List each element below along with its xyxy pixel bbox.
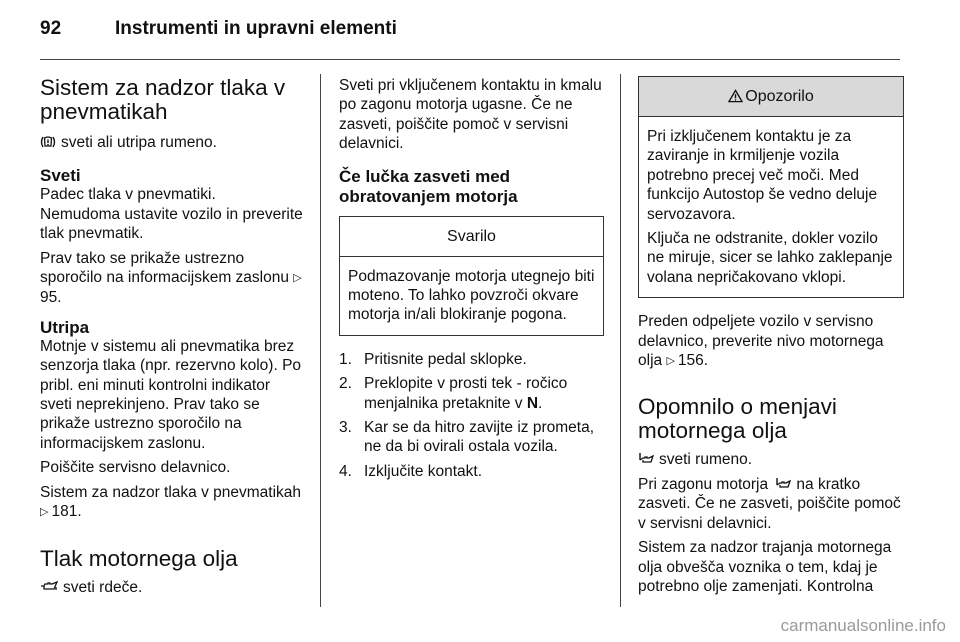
step-text: Preklopite v prosti tek - ročico menjalnika pretaknite v <box>364 375 568 412</box>
sveti-p2-text: Prav tako se prikaže ustrezno sporočilo na informacijskem zaslonu <box>40 249 289 287</box>
oil-change-icon <box>775 477 791 491</box>
warning-body <box>639 117 903 297</box>
warning-box <box>638 76 904 298</box>
utripa-p3-text: Sistem za nadzor tlaka v pnevmatikah <box>40 483 302 501</box>
col3-p1-text: Preden odpeljete vozilo v servisno delavnico, preverite nivo motornega olja <box>638 313 884 370</box>
list-item <box>339 418 604 457</box>
column-divider-1 <box>320 74 321 607</box>
col3-p1 <box>638 312 904 371</box>
watermark: carmanualsonline.info <box>780 616 946 635</box>
caution-box <box>339 216 604 336</box>
sveti-line-2: Nemudoma ustavite vozilo in preverite tlak pnevmatik. <box>40 205 303 243</box>
oil-change-icon <box>638 452 654 466</box>
col3-p2-before: Pri zagonu motorja <box>638 475 769 493</box>
oil-intro <box>40 578 306 597</box>
running-title: Instrumenti in upravni elementi <box>115 18 397 39</box>
heading-engine-running: Če lučka zasveti med obratovanjem motorja <box>339 166 518 206</box>
heading-sveti: Sveti <box>40 166 81 186</box>
header-rule <box>40 59 900 60</box>
sveti-p2 <box>40 249 306 308</box>
step-bold: N <box>526 394 539 412</box>
col3-p2-after: na kratko zasveti. Če ne zasveti, poiščite pomoč v servisni delavnici. <box>638 475 901 532</box>
page-reference-arrow-icon[interactable]: ▷ <box>293 272 302 285</box>
step-text: Kar se da hitro zavijte iz prometa, ne da bi ovirali ostala vozila. <box>364 419 595 456</box>
caution-body <box>340 257 603 335</box>
column-2 <box>339 76 604 486</box>
step-after: . <box>538 394 543 412</box>
list-item <box>339 462 604 481</box>
warning-title: Opozorilo <box>745 88 814 105</box>
section-title-oil-change: Opomnilo o menjavi motornega olja <box>638 394 837 444</box>
col3-p3: Sistem za nadzor trajanja motornega olja obvešča voznika o tem, kdaj je potrebno olje zamenjati. Kontrolna <box>638 539 892 595</box>
step-number: 1. <box>339 350 352 368</box>
list-item <box>339 374 604 413</box>
tyre-pressure-icon <box>40 135 56 149</box>
section-title-tyre-pressure: Sistem za nadzor tlaka v pnevmatikah <box>40 75 286 124</box>
step-text: Pritisnite pedal sklopke. <box>364 350 527 368</box>
warning-title-bar <box>639 77 903 117</box>
tyre-intro <box>40 133 306 152</box>
oil-pressure-icon <box>40 580 58 594</box>
utripa-p3 <box>40 483 306 523</box>
col3-p1-ref[interactable]: 156. <box>677 352 709 370</box>
column-divider-2 <box>620 74 621 607</box>
warning-triangle-icon <box>728 89 743 103</box>
sveti-p2-ref[interactable]: 95. <box>40 289 62 307</box>
caution-title: Svarilo <box>340 217 603 257</box>
utripa-p3-ref[interactable]: 181. <box>51 503 82 521</box>
page-reference-arrow-icon[interactable]: ▷ <box>666 355 675 368</box>
oil-change-intro-text: sveti rumeno. <box>659 451 753 469</box>
page-reference-arrow-icon[interactable]: ▷ <box>40 506 49 519</box>
step-number: 3. <box>339 419 352 437</box>
oil-intro-text: sveti rdeče. <box>63 578 143 596</box>
step-text: Izključite kontakt. <box>364 462 483 480</box>
column-3 <box>638 76 904 601</box>
utripa-p2: Poiščite servisno delavnico. <box>40 459 231 477</box>
warning-p2: Ključa ne odstranite, dokler vozilo ne miruje, sicer se lahko zaklepanje volana nepričakovano vklopi. <box>647 230 893 286</box>
warning-p1: Pri izključenem kontaktu je za zaviranje in krmiljenje vozila potrebno precej več moči. Med funkcijo Autostop še vedno deluje servozavora. <box>647 128 878 223</box>
oil-change-intro <box>638 450 904 469</box>
tyre-intro-text: sveti ali utripa rumeno. <box>61 134 217 151</box>
page-header <box>40 18 900 58</box>
heading-utripa: Utripa <box>40 317 90 337</box>
col3-p2 <box>638 475 904 533</box>
col2-p1: Sveti pri vključenem kontaktu in kmalu po zagonu motorja ugasne. Če ne zasveti, poiščite pomoč v servisni delavnici. <box>339 77 602 153</box>
column-1 <box>40 76 306 602</box>
caution-text: Podmazovanje motorja utegnejo biti moteno. To lahko povzroči okvare motorja in/ali blokiranje pogona. <box>348 267 595 324</box>
list-item <box>339 350 604 369</box>
page-number: 92 <box>40 18 62 39</box>
utripa-p1: Motnje v sistemu ali pnevmatika brez senzorja tlaka (npr. rezervno kolo). Po pribl. eni minuti kontrolni indikator sveti neprekinjeno. Prav tako se prikaže ustrezno sporočilo na informacijskem zaslonu. <box>40 337 302 452</box>
sveti-line-1: Padec tlaka v pnevmatiki. <box>40 186 216 204</box>
steps-list <box>339 350 604 481</box>
section-title-oil-pressure: Tlak motornega olja <box>40 545 238 571</box>
step-number: 2. <box>339 375 352 393</box>
step-number: 4. <box>339 462 352 480</box>
